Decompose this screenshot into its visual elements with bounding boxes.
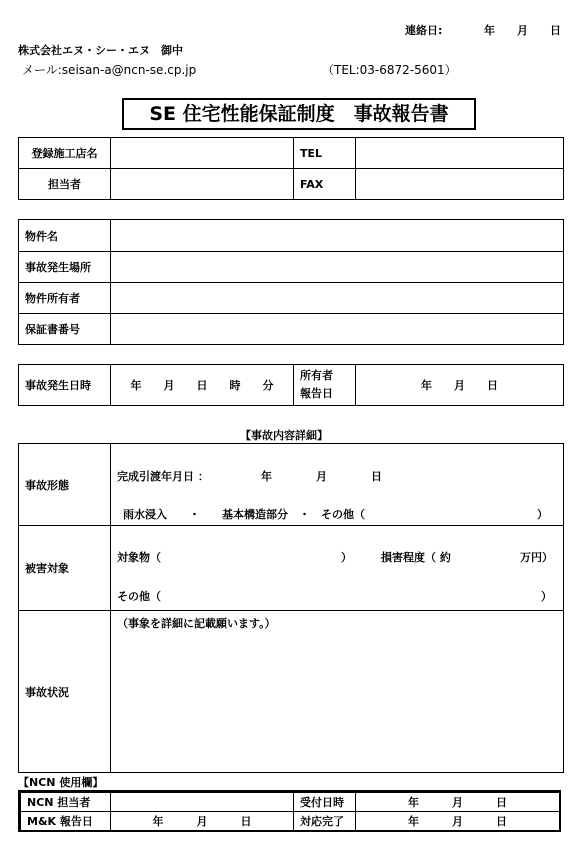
ncn-heading: 【NCN 使用欄】 (18, 776, 104, 789)
contact-date-label: 連絡日: (405, 24, 443, 37)
fax-label: FAX (294, 169, 356, 200)
handover-date-label: 完成引渡年月日 ： (117, 470, 209, 483)
accident-type-options[interactable]: 雨水浸入 ・ 基本構造部分 ・ その他（ (123, 508, 365, 521)
details-heading: 【事故内容詳細】 (240, 429, 328, 442)
ncn-person-field[interactable] (111, 793, 294, 812)
datetime-table (18, 364, 564, 406)
shop-name-label: 登録施工店名 (19, 138, 111, 169)
property-name-field[interactable] (111, 220, 564, 252)
tel-number: （TEL:03-6872-5601） (322, 63, 457, 77)
damage-target-field[interactable] (111, 526, 564, 611)
accident-situation-field[interactable] (111, 611, 564, 773)
accident-datetime-label: 事故発生日時 (19, 365, 111, 406)
damage-object-close: ） (341, 551, 352, 564)
tel-field[interactable] (356, 138, 564, 169)
damage-other-close: ） (541, 590, 552, 603)
owner-report-date-field[interactable]: 年 月 日 (356, 365, 564, 406)
accident-location-field[interactable] (111, 252, 564, 283)
recipient-company: 株式会社エヌ・シー・エヌ 御中 (18, 44, 183, 57)
damage-object-label[interactable]: 対象物（ (117, 551, 161, 564)
mk-report-date-field[interactable]: 年 月 日 (111, 812, 294, 831)
accident-location-label: 事故発生場所 (19, 252, 111, 283)
done-date-label: 対応完了 (294, 812, 356, 831)
person-label: 担当者 (19, 169, 111, 200)
warranty-number-label: 保証書番号 (19, 314, 111, 345)
damage-degree-label[interactable]: 損害程度（ 約 (381, 551, 451, 564)
damage-other-label[interactable]: その他（ (117, 590, 161, 603)
contact-date-fields: 年 月 日 (484, 24, 561, 37)
property-owner-label: 物件所有者 (19, 283, 111, 314)
ncn-table (20, 792, 560, 831)
warranty-number-field[interactable] (111, 314, 564, 345)
damage-target-label: 被害対象 (19, 526, 111, 611)
accident-situation-label: 事故状況 (19, 611, 111, 773)
mk-report-date-label: M&K 報告日 (21, 812, 111, 831)
done-date-field[interactable]: 年 月 日 (356, 812, 560, 831)
ncn-person-label: NCN 担当者 (21, 793, 111, 812)
handover-date-fields[interactable]: 年 月 日 (261, 470, 382, 483)
shop-name-field[interactable] (111, 138, 294, 169)
accident-type-options-close: ） (537, 508, 548, 521)
accident-situation-hint: （事象を詳細に記載願います。） (117, 617, 276, 630)
owner-report-label-line2: 報告日 (300, 387, 333, 400)
owner-report-label-line1: 所有者 (300, 369, 333, 382)
accident-type-label: 事故形態 (19, 444, 111, 526)
accident-datetime-field[interactable]: 年 月 日 時 分 (111, 365, 294, 406)
damage-degree-unit: 万円） (520, 551, 553, 564)
details-table (18, 443, 564, 773)
property-table (18, 219, 564, 345)
accident-type-field[interactable] (111, 444, 564, 526)
tel-label: TEL (294, 138, 356, 169)
fax-field[interactable] (356, 169, 564, 200)
document-title: SE 住宅性能保証制度 事故報告書 (122, 98, 476, 130)
received-date-label: 受付日時 (294, 793, 356, 812)
property-name-label: 物件名 (19, 220, 111, 252)
property-owner-field[interactable] (111, 283, 564, 314)
shop-table (18, 137, 564, 200)
received-date-field[interactable]: 年 月 日 (356, 793, 560, 812)
person-field[interactable] (111, 169, 294, 200)
owner-report-date-label (294, 365, 356, 406)
email-address: メール:seisan-a@ncn-se.cp.jp (22, 63, 197, 77)
